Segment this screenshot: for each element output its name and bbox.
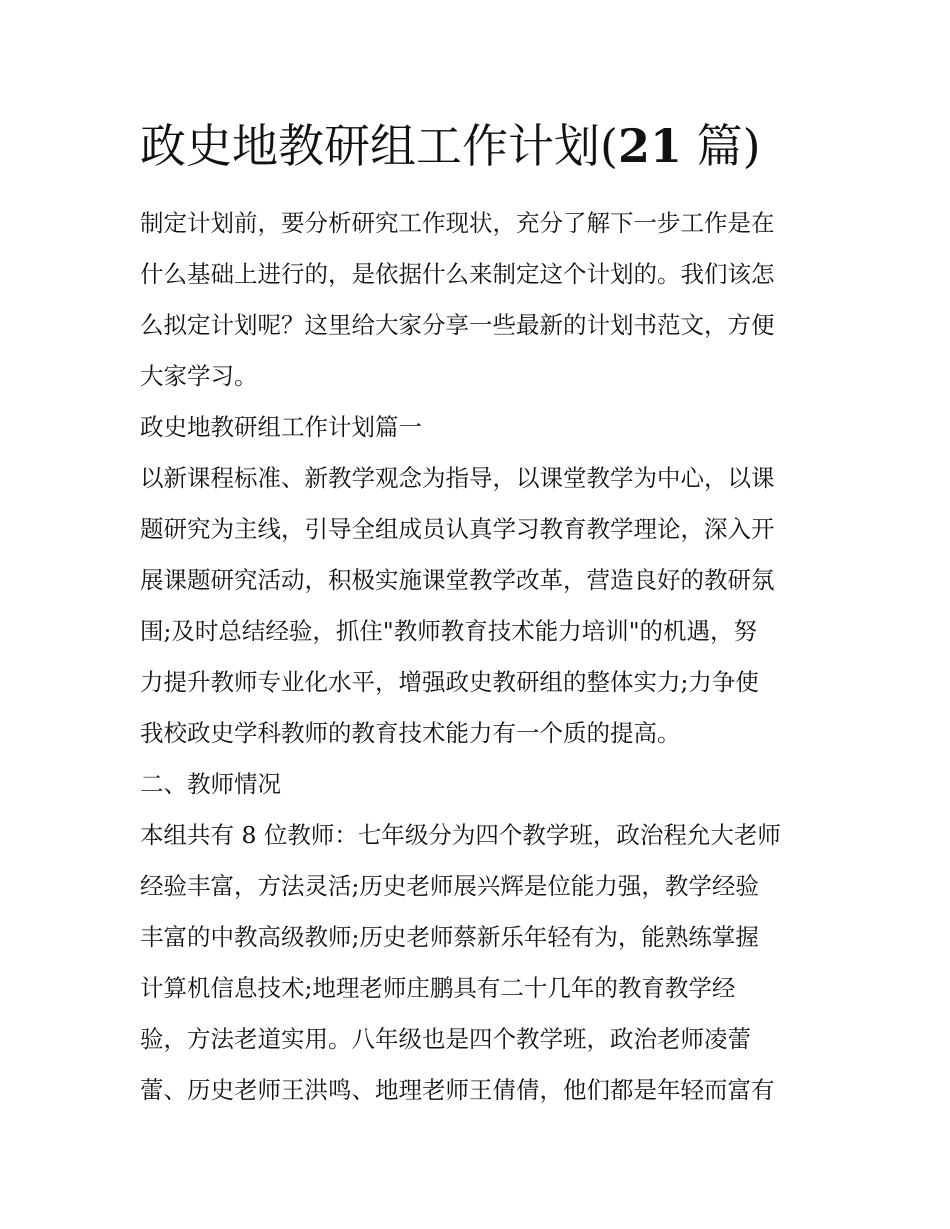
text-line: 大家学习。	[140, 362, 258, 390]
title-prefix: 政史地教研组工作计划(	[140, 119, 618, 173]
text-line: 验，方法老道实用。八年级也是四个教学班，政治老师凌蕾	[140, 1025, 751, 1053]
text-line: 以新课程标准、新教学观念为指导，以课堂教学为中心，以课	[140, 464, 775, 492]
section-heading: 二、教师情况	[140, 770, 281, 798]
text-line: 计算机信息技术;地理老师庄鹏具有二十几年的教育教学经	[140, 974, 736, 1002]
text-line: 什么基础上进行的，是依据什么来制定这个计划的。我们该怎	[140, 260, 775, 288]
document-body	[140, 198, 820, 1116]
text-line: 题研究为主线，引导全组成员认真学习教育教学理论，深入开	[140, 515, 775, 543]
text-line: 本组共有 8 位教师：七年级分为四个教学班，政治程允大老师	[140, 821, 781, 849]
text-line: 展课题研究活动，积极实施课堂教学改革，营造良好的教研氛	[140, 566, 775, 594]
text-line: 制定计划前，要分析研究工作现状，充分了解下一步工作是在	[140, 209, 775, 237]
text-line: 丰富的中教高级教师;历史老师蔡新乐年轻有为，能熟练掌握	[140, 923, 759, 951]
title-number: 21	[617, 119, 682, 173]
text-line: 力提升教师专业化水平，增强政史教研组的整体实力;力争使	[140, 668, 759, 696]
text-line: 围;及时总结经验，抓住"教师教育技术能力培训"的机遇，努	[140, 617, 758, 645]
title-suffix: 篇)	[681, 119, 761, 173]
text-line: 我校政史学科教师的教育技术能力有一个质的提高。	[140, 719, 681, 747]
document-title	[140, 112, 761, 180]
section-heading: 政史地教研组工作计划篇一	[140, 413, 422, 441]
text-line: 经验丰富，方法灵活;历史老师展兴辉是位能力强，教学经验	[140, 872, 759, 900]
text-line: 么拟定计划呢？这里给大家分享一些最新的计划书范文，方便	[140, 311, 775, 339]
text-line: 蕾、历史老师王洪鸣、地理老师王倩倩，他们都是年轻而富有	[140, 1076, 775, 1104]
